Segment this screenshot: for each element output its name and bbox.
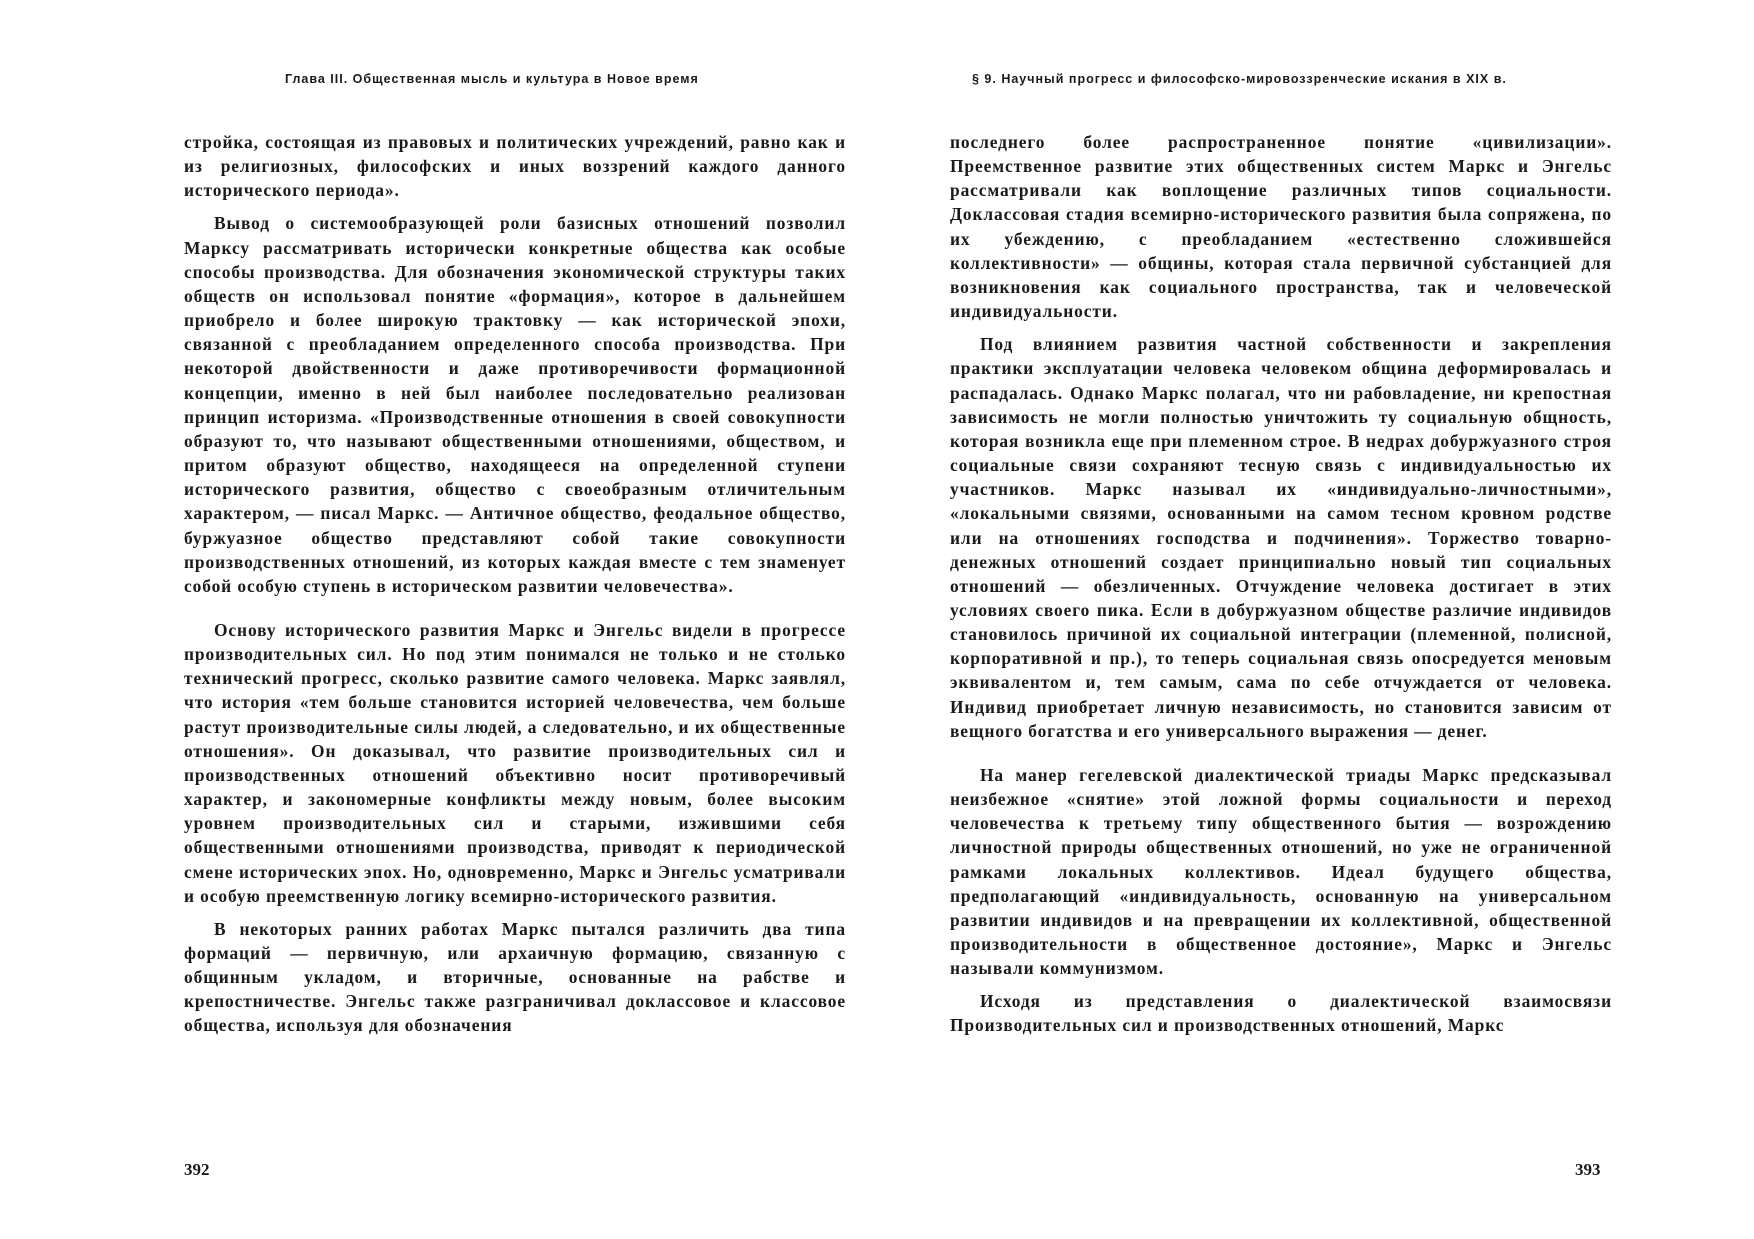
running-head-right: § 9. Научный прогресс и философско-мировоззренческие искания в XIX в. — [972, 72, 1507, 86]
paragraph: Под влиянием развития частной собственности и закрепления практики эксплуатации человека человеком община деформировалась и распадалась. Однако Маркс полагал, что ни рабовладение, ни крепостная зависимость не могли полностью уничтожить ту социальную общность, которая возникла еще при племенном строе. В недрах добуржуазного строя социальные связи сохраняют тесную связь с индивидуальностью их участников. Маркс называл их «индивидуально-личностными», «локальными связями, основанными на самом тесном кровном родстве или на отношениях господства и подчинения». Торжество товарно-денежных отношений создает принципиально новый тип социальных отношений — обезличенных. Отчуждение человека достигает в этих условиях своего пика. Если в добуржуазном обществе различие индивидов становилось причиной их социальной интеграции (племенной, полисной, корпоративной и пр.), то теперь социальная связь опосредуется меновым эквивалентом и, тем самым, сама по себе отчуждается от человека. Индивид приобретает личную независимость, но становится зависим от вещного богатства и его универсального выражения — денег. — [950, 334, 1612, 741]
page-number-right: 393 — [1575, 1160, 1601, 1179]
paragraph: последнего более распространенное понятие «цивилизации». Преемственное развитие этих общественных систем Маркс и Энгельс рассматривали как воплощение различных типов социальности. Доклассовая стадия всемирно-исторического развития была сопряжена, по их убеждению, с преобладанием «естественно сложившейся коллективности» — общины, которая стала первичной субстанцией для возникновения как социального пространства, так и человеческой индивидуальности. — [950, 132, 1612, 322]
body-text-right — [950, 130, 1612, 1047]
page-number-left: 392 — [184, 1160, 210, 1179]
body-text-left — [184, 130, 846, 1047]
paragraph: Исходя из представления о диалектической взаимосвязи Производительных сил и производственных отношений, Маркс — [950, 991, 1612, 1036]
paragraph: На манер гегелевской диалектической триады Маркс предсказывал неизбежное «снятие» этой ложной формы социальности и переход человечества к третьему типу общественного бытия — возрождению личностной природы общественных отношений, но уже не ограниченной рамками локальных коллективов. Идеал будущего общества, предполагающий «индивидуальность, основанную на универсальном развитии индивидов и на превращении их коллективной, общественной производительности в общественное достояние», Маркс и Энгельс называли коммунизмом. — [950, 764, 1612, 979]
paragraph: стройка, состоящая из правовых и политических учреждений, равно как и из религиозных, философских и иных воззрений каждого данного исторического периода». — [184, 132, 846, 201]
paragraph: Вывод о системообразующей роли базисных отношений позволил Марксу рассматривать исторически конкретные общества как особые способы производства. Для обозначения экономической структуры таких обществ он использовал понятие «формация», которое в дальнейшем приобрело и более широкую трактовку — как исторической эпохи, связанной с преобладанием определенного способа производства. При некоторой двойственности и даже противоречивости формационной концепции, именно в ней был наиболее последовательно реализован принцип историзма. «Производственные отношения в своей совокупности образуют то, что называют общественными отношениями, обществом, и притом образуют общество, находящееся на определенной ступени исторического развития, общество с своеобразным отличительным характером, — писал Маркс. — Античное общество, феодальное общество, буржуазное общество представляют собой такие совокупности производственных отношений, из которых каждая вместе с тем знаменует собой особую ступень в историческом развитии человечества». — [184, 213, 846, 596]
paragraph: В некоторых ранних работах Маркс пытался различить два типа формаций — первичную, или архаичную формацию, связанную с общинным укладом, и вторичные, основанные на рабстве и крепостничестве. Энгельс также разграничивал доклассовое и классовое общества, используя для обозначения — [184, 918, 846, 1036]
paragraph: Основу исторического развития Маркс и Энгельс видели в прогрессе производительных сил. Но под этим понимался не только и не столько технический прогресс, сколько развитие самого человека. Маркс заявлял, что история «тем больше становится историей человечества, чем больше растут производительные силы людей, а следовательно, и их общественные отношения». Он доказывал, что развитие производительных сил и производственных отношений объективно носит противоречивый характер, и закономерные конфликты между новым, более высоким уровнем производительных сил и старыми, изжившими себя общественными отношениями производства, приводят к периодической смене исторических эпох. Но, одновременно, Маркс и Энгельс усматривали и особую преемственную логику всемирно-исторического развития. — [184, 619, 846, 906]
right-page — [877, 0, 1754, 1239]
running-head-left: Глава III. Общественная мысль и культура в Новое время — [285, 72, 699, 86]
